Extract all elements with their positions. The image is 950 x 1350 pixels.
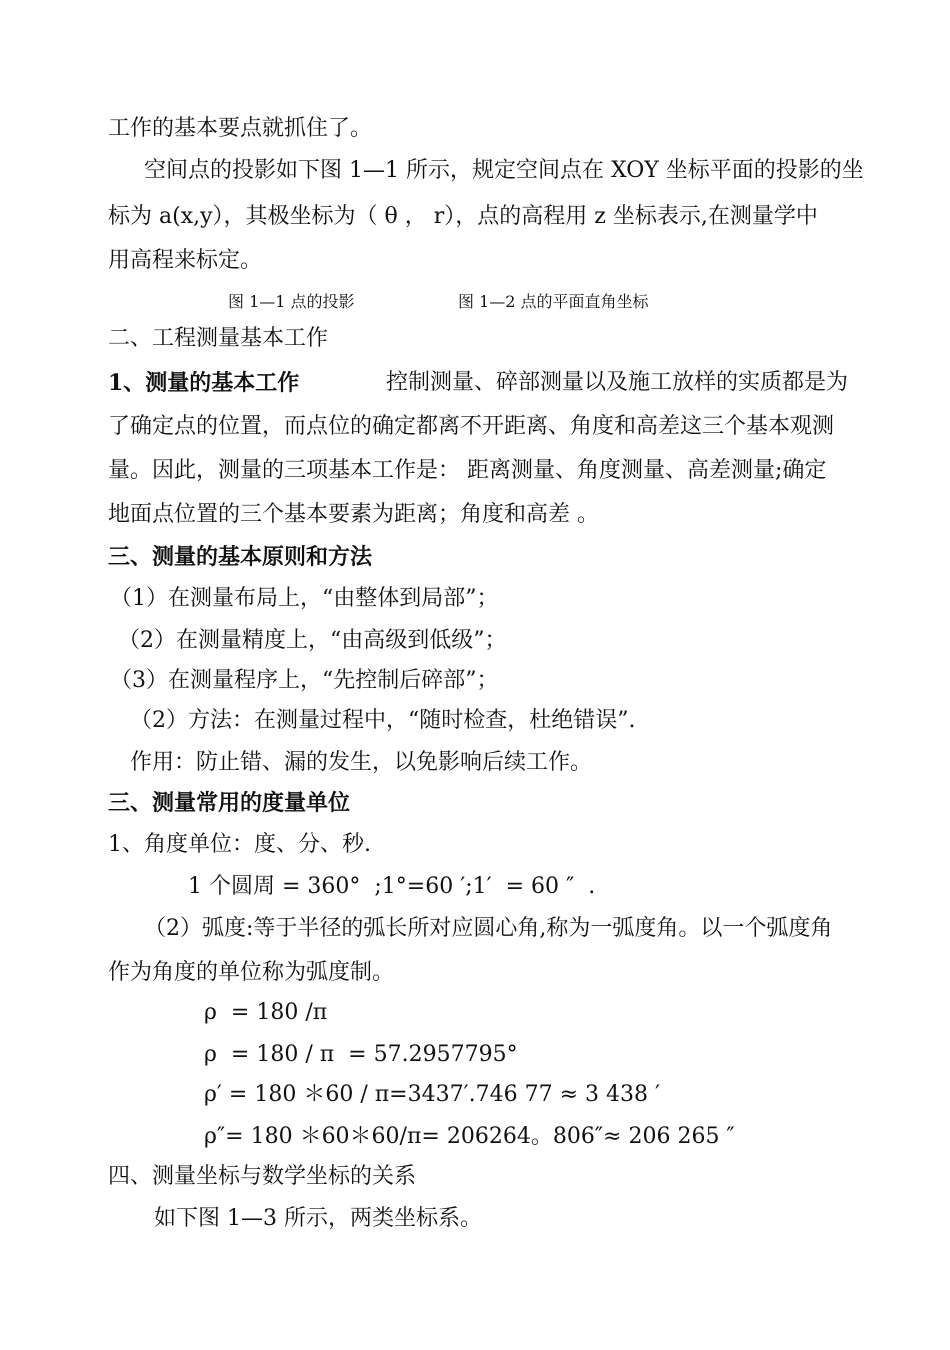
paragraph-line: 地面点位置的三个基本要素为距离；角度和高差 。	[108, 502, 599, 527]
section-heading: 三、测量常用的度量单位	[108, 790, 351, 816]
subsection-heading: 1、测量的基本工作	[108, 370, 300, 396]
list-item: （2）在测量精度上，“由高级到低级”；	[118, 628, 507, 653]
paragraph-line: 了确定点的位置，而点位的确定都离不开距离、角度和高差这三个基本观测	[108, 414, 835, 439]
list-item: （1）在测量布局上，“由整体到局部”；	[110, 586, 499, 611]
section-heading: 三、测量的基本原则和方法	[108, 544, 373, 570]
paragraph-line: 如下图 1—3 所示，两类坐标系。	[154, 1206, 482, 1231]
paragraph-line: 控制测量、碎部测量以及施工放样的实质都是为	[386, 370, 849, 395]
paragraph-line: 作用：防止错、漏的发生，以免影响后续工作。	[130, 750, 593, 775]
formula-line: 1 个圆周 = 360° ;1°=60 ′;1′ = 60 ″ .	[188, 874, 596, 899]
paragraph-line: 1、角度单位：度、分、秒.	[108, 832, 371, 857]
list-item: （2）方法：在测量过程中，“随时检查，杜绝错误”.	[130, 708, 636, 733]
figure-caption: 图 1—1 点的投影	[228, 292, 355, 311]
formula-line: ρ′ = 180 ＊60 / π=3437′.746 77 ≈ 3 438 ′	[204, 1082, 660, 1107]
paragraph-line: 用高程来标定。	[108, 248, 263, 273]
paragraph-end: 工作的基本要点就抓住了。	[108, 116, 373, 141]
section-heading: 四、测量坐标与数学坐标的关系	[108, 1164, 417, 1189]
formula-line: ρ″= 180 ＊60＊60/π= 206264。806″≈ 206 265 ″	[204, 1124, 735, 1149]
paragraph-line: 标为 a(x,y），其极坐标为（ θ ， r），点的高程用 z 坐标表示,在测量学中	[108, 204, 818, 229]
formula-line: ρ = 180 / π = 57.2957795°	[204, 1042, 518, 1067]
section-heading: 二、工程测量基本工作	[108, 326, 329, 351]
figure-caption: 图 1—2 点的平面直角坐标	[458, 292, 649, 311]
paragraph-line: 量。因此，测量的三项基本工作是： 距离测量、角度测量、高差测量;确定	[108, 458, 827, 483]
formula-line: ρ = 180 /π	[204, 1000, 328, 1025]
paragraph-line: （2）弧度:等于半径的弧长所对应圆心角,称为一弧度角。以一个弧度角	[144, 916, 833, 941]
paragraph-line: 作为角度的单位称为弧度制。	[108, 960, 395, 985]
list-item: （3）在测量程序上，“先控制后碎部”；	[110, 668, 499, 693]
paragraph-line: 空间点的投影如下图 1—1 所示，规定空间点在 XOY 坐标平面的投影的坐	[144, 158, 864, 183]
